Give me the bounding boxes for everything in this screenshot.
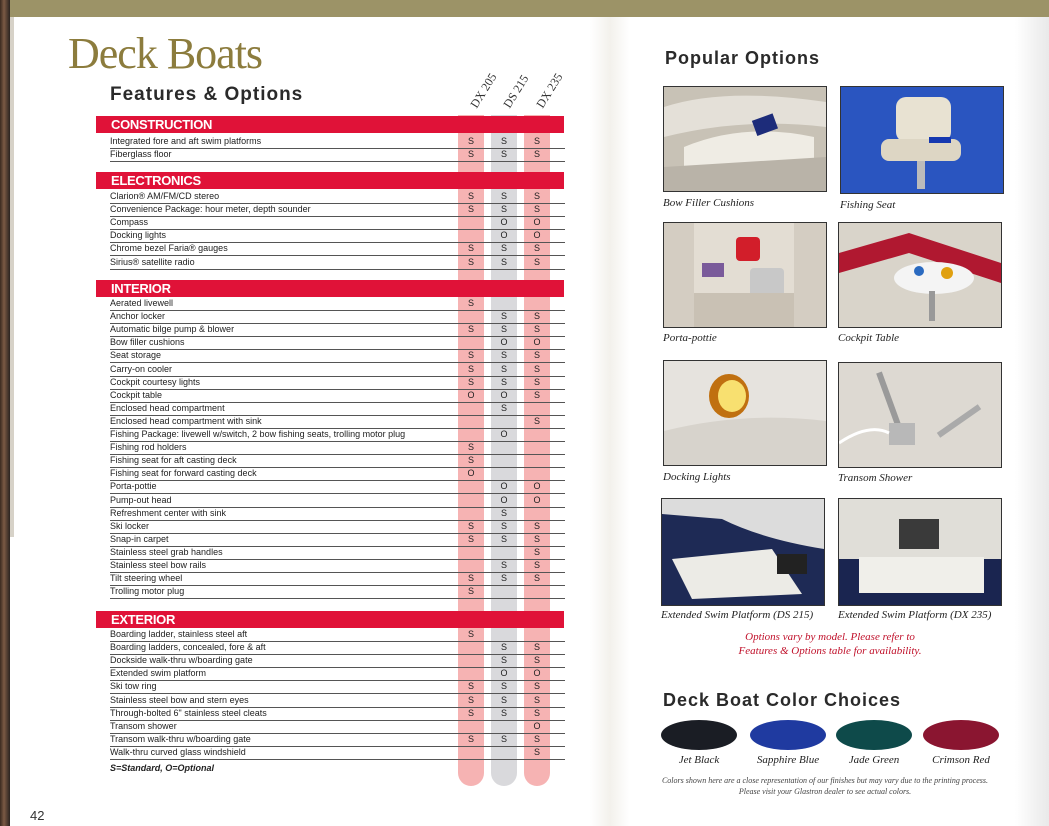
swatch-sapphire-blue [750,720,826,750]
feature-value: S [533,243,540,254]
caption-porta-pottie: Porta-pottie [663,332,717,344]
feature-label: Integrated fore and aft swim platforms [110,136,262,146]
feature-value: S [533,191,540,201]
table-row [110,628,565,642]
section-header-interior: INTERIOR [96,280,564,297]
feature-value: S [467,350,474,361]
page-right-edge [1015,17,1049,826]
feature-value: S [500,363,507,374]
table-row [110,256,565,270]
feature-value: S [500,350,507,361]
color-disclaimer [650,775,1000,797]
table-row [110,242,565,256]
table-row [110,336,565,350]
feature-value: O [533,217,541,228]
swatch-label-jet-black: Jet Black [678,754,720,766]
feature-value: S [467,733,474,744]
feature-value: S [467,298,474,308]
feature-label: Cockpit courtesy lights [110,376,201,387]
feature-value: S [533,694,540,705]
table-legend: S=Standard, O=Optional [110,763,215,773]
caption-fishing-seat: Fishing Seat [840,199,896,211]
feature-value: S [500,560,507,570]
table-row [110,310,565,324]
feature-label: Fishing seat for aft casting deck [110,455,237,466]
feature-label: Automatic bilge pump & blower [110,324,235,335]
column-header-dx205: DX 205 [467,70,500,111]
feature-value: S [500,533,507,544]
feature-value: S [500,204,507,215]
caption-bow-filler-cushions: Bow Filler Cushions [663,197,755,209]
feature-value: S [500,655,507,666]
feature-value: S [500,136,507,146]
table-row [110,533,565,547]
feature-value: S [500,681,507,692]
table-row [110,376,565,390]
page-gutter [590,17,630,826]
table-row [110,389,565,403]
feature-value: S [533,324,540,335]
feature-value: S [500,191,507,201]
feature-value: S [467,629,474,639]
options-note-line1: Options vary by model. Please refer to [745,631,915,643]
feature-value: O [500,217,508,228]
table-row [110,559,565,573]
section-header-construction: CONSTRUCTION [96,116,564,133]
feature-value: S [467,256,474,267]
table-row [110,641,565,655]
feature-label: Enclosed head compartment with sink [110,415,262,426]
top-border [0,0,1049,17]
feature-label: Ski locker [110,520,150,531]
feature-value: S [533,256,540,267]
feature-value: S [500,507,507,518]
feature-value: S [467,363,474,374]
table-row [110,733,565,747]
feature-value: S [467,573,474,584]
feature-label: Trolling motor plug [110,586,185,597]
table-row [110,585,565,599]
feature-value: O [500,389,508,400]
table-row [110,720,565,734]
feature-value: O [533,230,541,241]
feature-label: Sirius® satellite radio [110,256,195,267]
feature-value: O [500,230,508,241]
binding-edge [10,17,14,537]
feature-label: Ski tow ring [110,681,157,692]
table-row [110,494,565,508]
feature-value: S [467,191,474,201]
feature-value: O [467,468,475,479]
feature-value: S [533,389,540,400]
color-disclaimer-line1: Colors shown here are a close representation of our finishes but may vary due to the printing process. [661,776,989,785]
feature-value: S [533,149,540,160]
feature-value: S [500,402,507,413]
page-title: Deck Boats [68,29,263,78]
table-row [110,190,565,204]
feature-label: Walk-thru curved glass windshield [110,746,246,757]
table-row [110,441,565,455]
feature-label: Porta-pottie [110,481,157,492]
photo-porta-pottie [663,222,827,328]
table-row [110,428,565,442]
feature-label: Aerated livewell [110,298,174,308]
feature-label: Bow filler cushions [110,337,185,348]
table-row [110,349,565,363]
color-choices-title: Deck Boat Color Choices [663,690,902,710]
table-row [110,546,565,560]
feature-value: S [467,243,474,254]
feature-value: O [500,337,508,348]
feature-value: S [533,376,540,387]
feature-label: Transom shower [110,720,177,731]
feature-value: S [533,136,540,146]
table-row [110,363,565,377]
table-row [110,680,565,694]
feature-label: Clarion® AM/FM/CD stereo [110,191,220,201]
table-row [110,694,565,708]
feature-label: Boarding ladder, stainless steel aft [110,629,248,639]
feature-value: O [533,337,541,348]
popular-options-title: Popular Options [665,48,821,68]
table-row [110,467,565,481]
feature-label: Fiberglass floor [110,149,172,160]
feature-label: Stainless steel bow and stern eyes [110,694,249,705]
caption-cockpit-table: Cockpit Table [838,332,900,344]
feature-label: Anchor locker [110,311,166,322]
caption-transom-shower: Transom Shower [838,472,913,484]
feature-value: S [533,707,540,718]
feature-label: Docking lights [110,230,167,241]
feature-value: S [533,520,540,531]
table-row [110,667,565,681]
feature-label: Seat storage [110,350,162,361]
feature-value: S [533,350,540,361]
feature-value: S [533,533,540,544]
feature-value: O [500,494,508,505]
table-row [110,148,565,162]
feature-label: Carry-on cooler [110,363,173,374]
feature-value: S [533,363,540,374]
table-row [110,229,565,243]
table-row [110,297,565,311]
feature-value: S [500,733,507,744]
section-header-electronics: ELECTRONICS [96,172,564,189]
feature-value: O [467,389,475,400]
feature-label: Fishing Package: livewell w/switch, 2 bow fishing seats, trolling motor plug [110,429,406,439]
caption-docking-lights: Docking Lights [663,471,731,483]
photo-cockpit-table [838,222,1002,328]
feature-label: Stainless steel grab handles [110,546,223,557]
feature-value: S [500,256,507,267]
feature-label: Cockpit table [110,389,163,400]
feature-value: S [467,149,474,160]
feature-value: O [500,668,508,679]
table-row [110,135,565,149]
feature-label: Convenience Package: hour meter, depth sounder [110,204,311,215]
swatch-label-crimson-red: Crimson Red [932,754,990,766]
table-row [110,707,565,721]
feature-value: S [500,311,507,322]
feature-value: S [500,376,507,387]
page-number: 42 [30,808,45,823]
feature-value: S [467,694,474,705]
feature-label: Tilt steering wheel [110,573,183,584]
photo-extended-swim-platform-ds215 [661,498,825,606]
feature-label: Stainless steel bow rails [110,560,207,570]
feature-label: Snap-in carpet [110,533,169,544]
table-row [110,654,565,668]
feature-value: S [533,311,540,322]
feature-value: S [533,546,540,557]
feature-label: Boarding ladders, concealed, fore & aft [110,642,266,653]
table-row [110,216,565,230]
feature-value: S [500,324,507,335]
table-row [110,402,565,416]
book-binding [0,0,10,826]
feature-value: S [500,243,507,254]
feature-value: S [533,746,540,757]
feature-value: S [467,533,474,544]
feature-label: Extended swim platform [110,668,207,679]
table-row [110,454,565,468]
feature-value: O [533,720,541,731]
section-header-exterior: EXTERIOR [96,611,564,628]
feature-value: O [500,481,508,492]
feature-label: Fishing rod holders [110,442,187,453]
photo-extended-swim-platform-dx235 [838,498,1002,606]
feature-value: S [533,733,540,744]
feature-value: S [500,707,507,718]
swatch-label-sapphire-blue: Sapphire Blue [756,754,820,766]
feature-value: S [533,415,540,426]
table-row [110,572,565,586]
feature-value: S [467,324,474,335]
swatch-jet-black [661,720,737,750]
feature-label: Transom walk-thru w/boarding gate [110,733,251,744]
table-row [110,203,565,217]
options-note-line2: Features & Options table for availability. [738,645,922,657]
feature-label: Pump-out head [110,494,172,505]
feature-label: Compass [110,217,149,228]
feature-value: S [500,642,507,653]
column-header-ds215: DS 215 [500,72,532,111]
feature-value: O [500,429,508,439]
feature-label: Refreshment center with sink [110,507,227,518]
feature-value: S [500,520,507,531]
feature-value: S [533,681,540,692]
table-row [110,415,565,429]
table-row [110,480,565,494]
feature-label: Fishing seat for forward casting deck [110,468,257,479]
caption-extended-swim-platform-ds215: Extended Swim Platform (DS 215) [661,609,814,621]
feature-value: O [533,494,541,505]
feature-value: S [533,573,540,584]
feature-value: S [467,204,474,215]
feature-label: Through-bolted 6" stainless steel cleats [110,707,267,718]
feature-value: S [500,573,507,584]
options-note [700,630,960,658]
feature-value: O [533,668,541,679]
feature-label: Chrome bezel Faria® gauges [110,243,228,254]
feature-value: S [533,642,540,653]
feature-value: S [500,694,507,705]
color-disclaimer-line2: Please visit your Glastron dealer to see actual colors. [738,787,912,796]
table-subtitle: Features & Options [110,84,304,105]
table-row [110,520,565,534]
feature-value: S [467,376,474,387]
feature-label: Dockside walk-thru w/boarding gate [110,655,253,666]
caption-extended-swim-platform-dx235: Extended Swim Platform (DX 235) [838,609,992,621]
photo-transom-shower [838,362,1002,468]
feature-value: S [533,560,540,570]
swatch-label-jade-green: Jade Green [848,754,900,766]
feature-value: S [533,655,540,666]
feature-value: S [467,520,474,531]
swatch-crimson-red [923,720,999,750]
feature-value: S [467,707,474,718]
feature-value: S [500,149,507,160]
table-row [110,746,565,760]
photo-bow-filler-cushions [663,86,827,192]
feature-value: S [467,586,474,597]
feature-value: S [467,442,474,453]
feature-label: Enclosed head compartment [110,402,225,413]
feature-value: O [533,481,541,492]
table-row [110,507,565,521]
table-row [110,323,565,337]
feature-value: S [533,204,540,215]
feature-value: S [467,136,474,146]
photo-fishing-seat [840,86,1004,194]
feature-value: S [467,681,474,692]
column-header-dx235: DX 235 [533,70,566,111]
photo-docking-lights [663,360,827,466]
swatch-jade-green [836,720,912,750]
feature-value: S [467,455,474,466]
